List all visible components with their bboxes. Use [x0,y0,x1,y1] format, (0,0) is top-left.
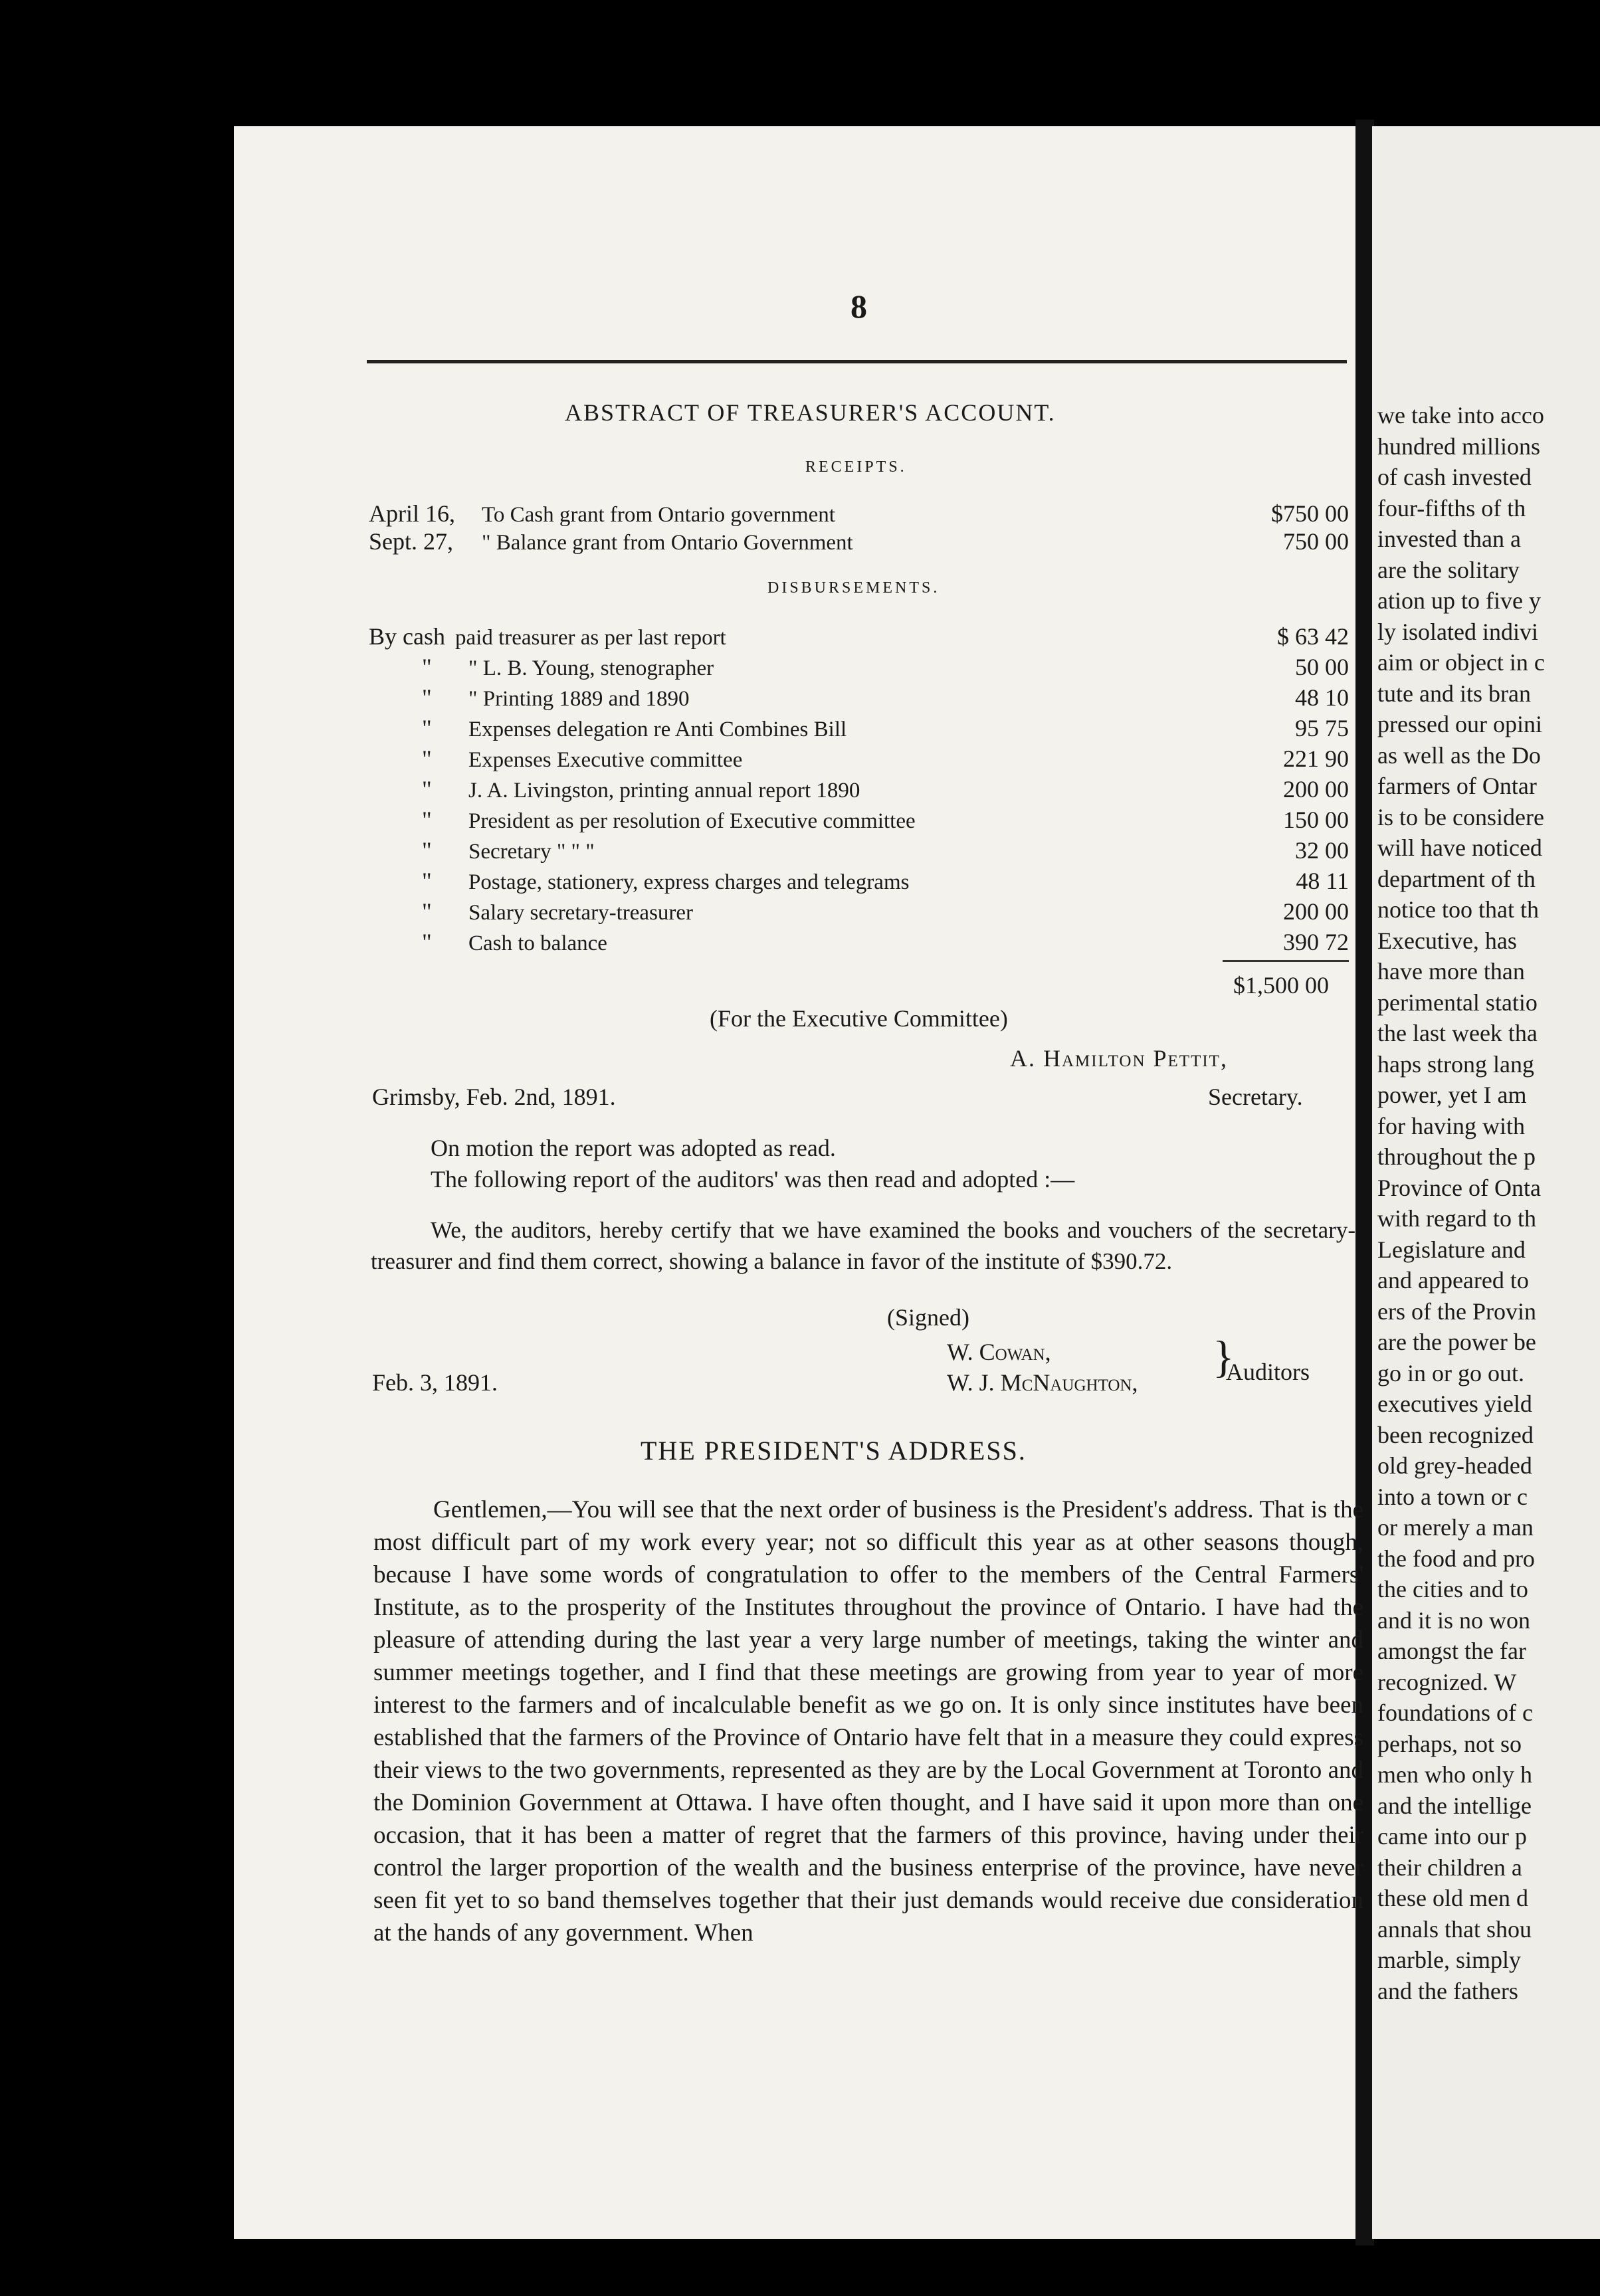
right-page-line: pressed our opini [1377,711,1542,737]
disbursement-label: President as per resolution of Executive committee [468,809,916,833]
disbursement-label: Secretary " " " [468,840,595,864]
right-page-line: farmers of Ontar [1377,773,1537,799]
right-page-line: go in or go out. [1377,1359,1524,1387]
right-page-line: Executive, has [1377,927,1517,954]
disbursement-row [369,774,860,806]
right-page-line: for having with [1377,1112,1525,1139]
right-page-line: the last week tha [1377,1020,1538,1046]
disbursement-amount: 48 11 [1296,868,1349,894]
auditor-name-2: W. J. McNaughton, [947,1369,1138,1396]
right-page-line: and it is no won [1377,1606,1530,1634]
disbursement-prefix: " [422,654,432,680]
header-rule [367,360,1347,363]
right-page [1372,126,1600,2239]
right-page-line: or merely a man [1377,1514,1534,1541]
disbursement-row [369,682,689,714]
disbursement-prefix: " [422,745,432,772]
right-page-line: power, yet I am [1377,1082,1527,1108]
right-page-line: are the power be [1377,1329,1536,1355]
disbursement-label: Expenses Executive committee [468,748,743,772]
receipt-date: Sept. 27, [369,528,454,555]
disbursement-row [369,927,607,959]
disbursement-prefix: " [422,898,432,925]
disbursement-prefix: " [422,837,432,864]
right-page-line: throughout the p [1377,1143,1536,1170]
right-page-line: haps strong lang [1377,1050,1534,1078]
receipt-amount: 750 00 [1283,528,1349,555]
right-page-line: perimental statio [1377,989,1538,1016]
right-page-line: old grey-headed [1377,1452,1532,1479]
disbursement-prefix: By cash [369,623,445,650]
right-page-line: the food and pro [1377,1545,1535,1572]
disbursement-row [369,835,595,867]
disbursement-label: Postage, stationery, express charges and telegrams [468,870,910,894]
right-page-line: amongst the far [1377,1638,1526,1664]
disbursement-prefix: " [422,868,432,894]
right-page-line: perhaps, not so [1377,1730,1522,1757]
disbursement-row [369,805,916,836]
disbursement-amount: $ 63 42 [1277,623,1349,650]
disbursement-amount: 200 00 [1283,776,1349,803]
right-page-line: foundations of c [1377,1699,1533,1726]
receipt-row [369,498,1179,530]
disbursement-row [369,896,693,928]
address-text: Gentlemen,—You will see that the next order of business is the President's address. That is the most difficult part of my work every year; not so difficult this year as at other seasons though, because I have some words of congratulation to offer to the members of the Central Farmers' Institute, as to the prosperity of the Institutes throughout the province of Ontario. I have had the pleasure of attending during the last year a very large number of meetings, taking the winter and summer meetings together, and I find that these meetings are growing from year to year of more interest to the farmers and of incalculable benefit as we go on. It is only since institutes have been established that the farmers of the Province of Ontario have felt that in a measure they could express their views to the two governments, represented as they are by the Local Government at Toronto and the Dominion Government at Ottawa. I have often thought, and I have said it upon more than one occasion, that it has been a matter of regret that the farmers of this province, having under their control the larger proportion of the wealth and the business enterprise of the province, have never seen fit yet to so band themselves together that their just demands would receive due consideration at the hands of any government. When [373,1496,1363,1947]
disbursement-prefix: " [422,929,432,955]
receipt-date: April 16, [369,500,455,527]
disbursement-amount: 390 72 [1283,929,1349,955]
disbursement-amount: 150 00 [1283,807,1349,833]
right-page-line: we take into acco [1377,402,1544,429]
right-page-line: department of th [1377,865,1536,892]
right-page-line: Legislature and [1377,1236,1526,1263]
disbursement-label: Salary secretary-treasurer [468,901,694,925]
abstract-title: ABSTRACT OF TREASURER'S ACCOUNT. [565,399,1056,426]
right-page-line: ers of the Provin [1377,1297,1536,1325]
disbursement-amount: 95 75 [1295,715,1349,741]
receipts-heading: RECEIPTS. [805,458,907,476]
motion-line-2: The following report of the auditors' was then read and adopted :— [431,1166,1075,1193]
disbursement-label: " Printing 1889 and 1890 [468,687,690,711]
right-page-line: have more than [1377,958,1525,985]
signatory-title: Secretary. [1208,1084,1303,1110]
right-page-line: and the fathers [1377,1977,1518,2004]
right-page-line: of cash invested [1377,464,1532,490]
right-page-line: with regard to th [1377,1205,1536,1232]
right-page-line: is to be considere [1377,803,1544,830]
right-page-line: executives yield [1377,1390,1532,1417]
right-page-line: ly isolated indivi [1377,618,1538,645]
right-page-line: been recognized [1377,1421,1534,1448]
disbursement-label: paid treasurer as per last report [455,626,726,650]
disbursement-amount: 48 10 [1295,684,1349,711]
disbursement-row [369,621,726,653]
right-page-line: men who only h [1377,1761,1532,1788]
right-page-line: notice too that th [1377,896,1539,923]
disbursement-row [369,743,742,775]
disbursement-label: Expenses delegation re Anti Combines Bill [468,718,847,741]
right-page-line: and the intellige [1377,1792,1532,1819]
total-rule [1223,960,1349,962]
right-page-line: came into our p [1377,1823,1527,1850]
receipt-row [369,526,1179,558]
disbursements-heading: DISBURSEMENTS. [767,579,940,597]
right-page-line: invested than a [1377,526,1521,552]
right-page-line: annals that shou [1377,1915,1532,1943]
right-page-line: their children a [1377,1854,1522,1881]
disbursement-row [369,713,847,745]
disbursement-amount: 221 90 [1283,745,1349,772]
receipt-label: " Balance grant from Ontario Government [482,531,853,555]
place-date: Grimsby, Feb. 2nd, 1891. [372,1084,616,1110]
right-page-line: will have noticed [1377,834,1542,861]
right-page-line: Province of Onta [1377,1174,1541,1201]
right-page-text [1372,400,1545,2006]
right-page-line: ation up to five y [1377,587,1541,614]
right-page-line: tute and its bran [1377,680,1531,707]
signatory-name: A. Hamilton Pettit, [1010,1045,1228,1072]
disbursement-label: Cash to balance [468,931,607,955]
right-page-line: four-fifths of th [1377,494,1526,522]
address-title: THE PRESIDENT'S ADDRESS. [641,1436,1027,1466]
auditors-role: Auditors [1226,1359,1310,1385]
right-page-line: these old men d [1377,1885,1528,1911]
receipt-amount: $750 00 [1271,500,1349,527]
right-page-line: as well as the Do [1377,741,1541,769]
receipt-label: To Cash grant from Ontario government [482,503,835,527]
audit-date: Feb. 3, 1891. [372,1369,498,1396]
disbursement-amount: 50 00 [1295,654,1349,680]
right-page-line: and appeared to [1377,1267,1529,1293]
right-page-line: into a town or c [1377,1483,1528,1510]
right-page-line: marble, simply [1377,1947,1521,1973]
right-page-line: aim or object in c [1377,649,1545,676]
disbursement-prefix: " [422,807,432,833]
auditor-name-1: W. Cowan, [947,1339,1051,1365]
disbursement-prefix: " [422,684,432,711]
disbursement-amount: 32 00 [1295,837,1349,864]
disbursement-prefix: " [422,715,432,741]
disbursement-label: J. A. Livingston, printing annual report 1890 [468,779,860,803]
right-page-line: are the solitary [1377,556,1520,583]
right-page-line: recognized. W [1377,1668,1517,1695]
page-number: 8 [850,288,867,325]
disbursement-row [369,866,909,898]
motion-line-1: On motion the report was adopted as read. [431,1135,836,1161]
auditors-brace: } [1213,1331,1235,1382]
disbursement-row [369,652,714,684]
for-committee: (For the Executive Committee) [710,1005,1008,1032]
total-amount: $1,500 00 [1233,972,1329,999]
disbursement-label: " L. B. Young, stenographer [468,656,714,680]
right-page-line: the cities and to [1377,1576,1528,1602]
auditors-certificate: We, the auditors, hereby certify that we have examined the books and vouchers of the secretary-treasurer and find them correct, showing a balance in favor of the institute of $390.72. [371,1217,1355,1274]
disbursement-prefix: " [422,776,432,803]
signed-label: (Signed) [887,1304,969,1331]
disbursement-amount: 200 00 [1283,898,1349,925]
right-page-line: hundred millions [1377,432,1540,460]
